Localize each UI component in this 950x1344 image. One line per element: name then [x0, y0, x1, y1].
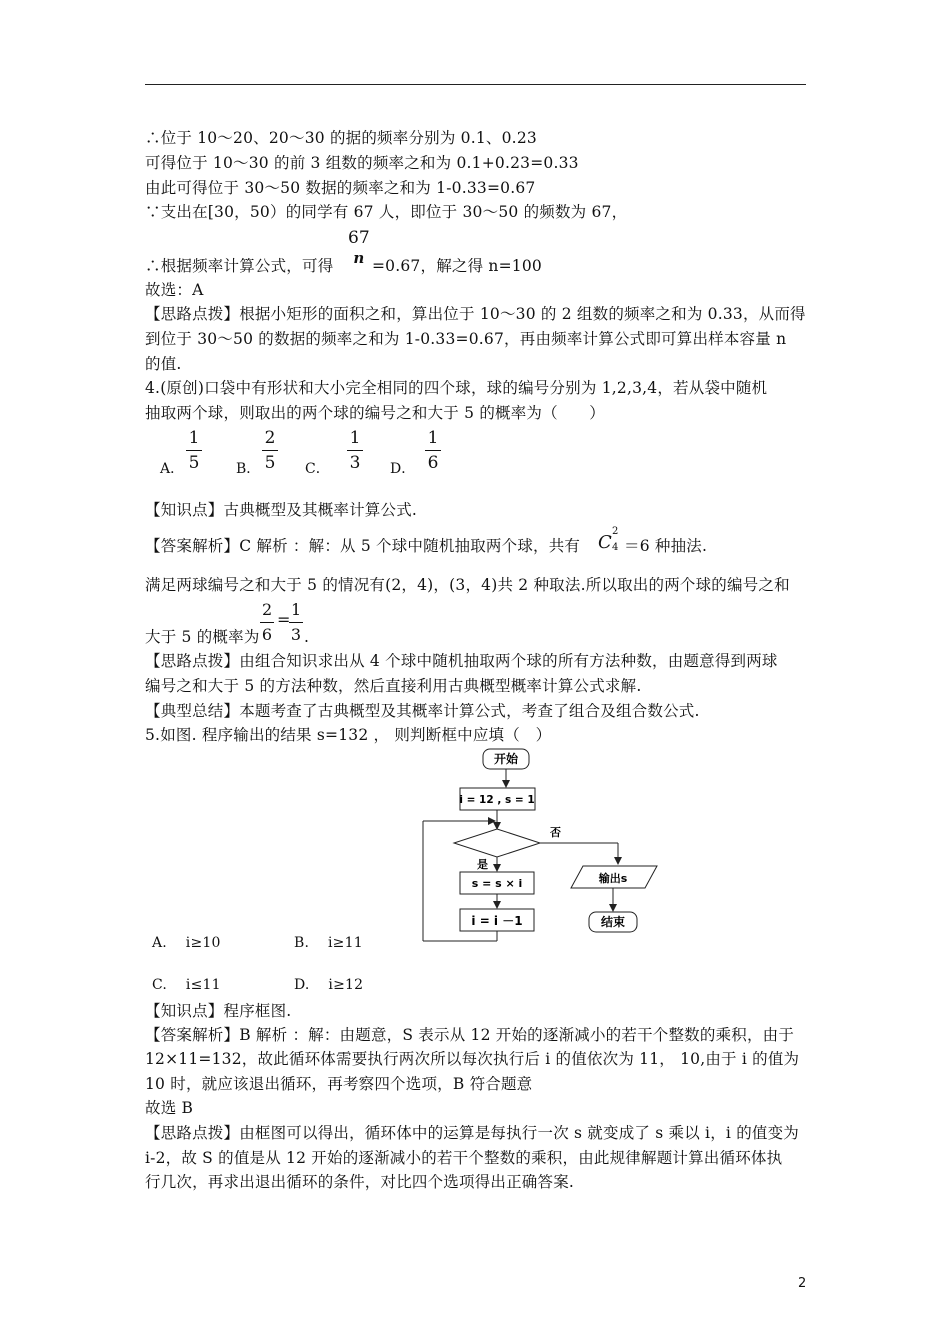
- fraction-numerator: 2: [262, 600, 273, 619]
- fraction-bar: [289, 622, 303, 623]
- answer-line: 故选 B: [145, 1099, 194, 1117]
- flow-decision-diamond: [454, 829, 540, 857]
- fraction-bar: [186, 450, 202, 451]
- hint-line: 【思路点拨】由组合知识求出从 4 个球中随机抽取两个球的所有方法种数，由题意得到两球: [145, 652, 778, 670]
- fraction-denominator: 5: [188, 453, 200, 473]
- text-line: 【思路点拨】根据小矩形的面积之和，算出位于 10～30 的 2 组数的频率之和为 0.33，从而得: [145, 305, 806, 323]
- fraction-bar: [260, 622, 274, 623]
- text-line: 可得位于 10～30 的前 3 组数的频率之和为 0.1+0.23=0.33: [145, 154, 579, 172]
- answer-line: 10 时，就应该退出循环，再考察四个选项，B 符合题意: [145, 1075, 533, 1093]
- option-b-label: B．: [236, 461, 261, 477]
- option-a-label: A．: [160, 461, 185, 477]
- text-line: 到位于 30～50 的数据的频率之和为 1-0.33=0.67，再由频率计算公式即可算出样本容量 n: [145, 330, 787, 348]
- fraction-numerator: 1: [188, 428, 200, 448]
- answer-line: 【答案解析】B 解析 ：解：由题意，S 表示从 12 开始的逐渐减小的若干个整数的乘积，由于: [145, 1026, 795, 1044]
- equals-sign: =: [277, 610, 291, 629]
- answer-line: 大于 5 的概率为: [145, 628, 260, 646]
- fraction-denominator: 6: [261, 625, 273, 644]
- fraction-67-over-n: [346, 228, 372, 268]
- hint-line: 编号之和大于 5 的方法种数，然后直接利用古典概型概率计算公式求解.: [145, 677, 642, 695]
- fraction-denominator: n: [353, 249, 365, 267]
- knowledge-point: 【知识点】程序框图.: [145, 1002, 292, 1020]
- flow-decrement-label: i = i －1: [471, 914, 523, 928]
- fraction-denominator: 3: [349, 453, 361, 473]
- flow-end-label: 结束: [600, 915, 626, 929]
- option-c-fraction: [347, 428, 363, 473]
- option-d: D. i≥12: [294, 977, 364, 993]
- fraction-numerator: 1: [291, 600, 302, 619]
- question-4-line: 4.(原创)口袋中有形状和大小完全相同的四个球，球的编号分别为 1,2,3,4，若从袋中随机: [145, 379, 768, 397]
- flow-output-label: 输出s: [598, 872, 628, 885]
- text-line: =0.67，解之得 n=100: [372, 257, 542, 275]
- question-4-line: 抽取两个球，则取出的两个球的编号之和大于 5 的概率为（ ）: [145, 404, 605, 422]
- text-line: 的值.: [145, 355, 182, 373]
- flow-init-label: i = 12 , s = 1: [459, 794, 535, 806]
- fraction-bar: [347, 450, 363, 451]
- prob-fraction-2-6: [260, 600, 274, 645]
- fraction-bar: [262, 450, 278, 451]
- flow-multiply-label: s = s × i: [471, 877, 523, 890]
- option-b-fraction: [262, 428, 278, 473]
- option-a: A. i≥10: [152, 935, 221, 951]
- question-5-line: 5.如图. 程序输出的结果 s=132 ， 则判断框中应填（ ）: [145, 726, 552, 744]
- answer-line: 满足两球编号之和大于 5 的情况有(2，4)，(3，4)共 2 种取法.所以取出的两个球的编号之和: [145, 576, 790, 594]
- flow-yes-label: 是: [477, 858, 488, 871]
- text-line: ∴根据频率计算公式，可得: [145, 257, 334, 275]
- comb-sup: 2: [612, 526, 619, 537]
- flow-start-label: 开始: [493, 752, 519, 766]
- flow-no-label: 否: [550, 826, 561, 839]
- answer-line: ＝6 种抽法.: [624, 537, 708, 555]
- answer-line: 12×11=132，故此循环体需要执行两次所以每次执行后 i 的值依次为 11， 10,由于 i 的值为: [145, 1050, 800, 1068]
- fraction-denominator: 3: [290, 625, 302, 644]
- header-rule: [145, 84, 806, 85]
- fraction-numerator: 1: [427, 428, 439, 448]
- flowchart: [415, 745, 670, 945]
- comb-sub: 4: [612, 542, 619, 553]
- option-c: C. i≤11: [152, 977, 221, 993]
- page-number: 2: [798, 1276, 807, 1291]
- combination-c-4-2: [598, 526, 626, 554]
- prob-fraction-1-3: [289, 600, 303, 645]
- option-d-label: D．: [390, 461, 416, 477]
- option-a-fraction: [186, 428, 202, 473]
- fraction-numerator: 67: [348, 228, 370, 248]
- option-b: B. i≥11: [294, 935, 363, 951]
- hint-line: 行几次，再求出退出循环的条件，对比四个选项得出正确答案.: [145, 1173, 575, 1191]
- option-c-label: C．: [305, 461, 330, 477]
- fraction-bar: [425, 450, 441, 451]
- fraction-denominator: 6: [427, 453, 439, 473]
- knowledge-point: 【知识点】古典概型及其概率计算公式.: [145, 501, 418, 519]
- fraction-numerator: 1: [349, 428, 361, 448]
- fraction-numerator: 2: [264, 428, 276, 448]
- option-d-fraction: [425, 428, 441, 473]
- hint-line: i-2，故 S 的值是从 12 开始的逐渐减小的若干个整数的乘积，由此规律解题计算出循环体执: [145, 1149, 783, 1167]
- hint-line: 【思路点拨】由框图可以得出，循环体中的运算是每执行一次 s 就变成了 s 乘以 i，i 的值变为: [145, 1124, 799, 1142]
- answer-line: 【答案解析】C 解析 ：解：从 5 个球中随机抽取两个球，共有: [145, 537, 581, 555]
- text-line: ∵支出在[30，50）的同学有 67 人，即位于 30～50 的频数为 67，: [145, 203, 628, 221]
- text-line: ∴位于 10～20、20～30 的据的频率分别为 0.1、0.23: [145, 129, 537, 147]
- text-line: 故选：A: [145, 281, 204, 299]
- fraction-denominator: 5: [264, 453, 276, 473]
- text-line: 由此可得位于 30～50 数据的频率之和为 1-0.33=0.67: [145, 179, 536, 197]
- comb-base: C: [598, 532, 612, 553]
- answer-line: .: [304, 628, 310, 646]
- summary-line: 【典型总结】本题考查了古典概型及其概率计算公式，考查了组合及组合数公式.: [145, 702, 700, 720]
